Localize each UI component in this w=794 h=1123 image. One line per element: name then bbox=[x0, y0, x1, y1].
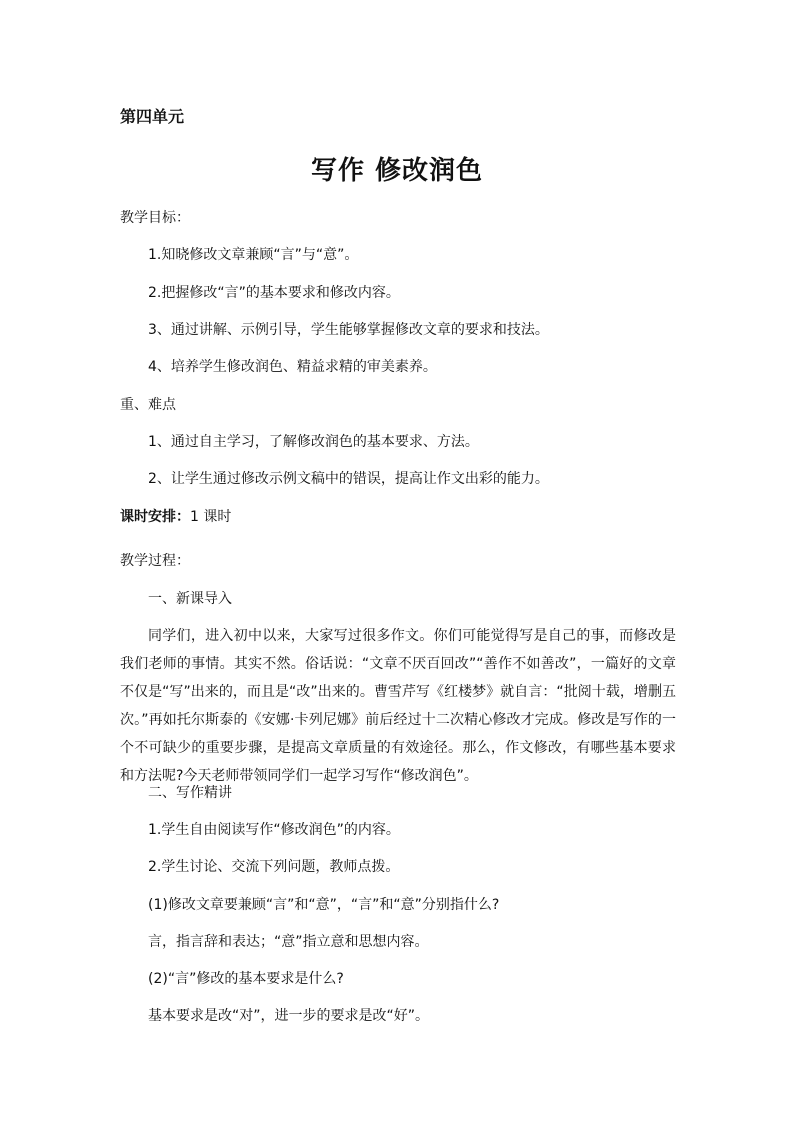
section2-item: (1)修改文章要兼顾“言”和“意”，“言”和“意”分别指什么? bbox=[148, 897, 500, 913]
objective-item: 1.知晓修改文章兼顾“言”与“意”。 bbox=[148, 247, 359, 263]
objectives-heading: 教学目标： bbox=[120, 210, 190, 226]
section2-heading: 二、写作精讲 bbox=[148, 785, 232, 801]
section2-item: 基本要求是改“对”，进一步的要求是改“好”。 bbox=[148, 1008, 430, 1024]
process-heading: 教学过程： bbox=[120, 553, 190, 569]
schedule-label: 课时安排： bbox=[120, 509, 190, 525]
section2-item: (2)“言”修改的基本要求是什么? bbox=[148, 971, 344, 987]
key-point-item: 2、让学生通过修改示例文稿中的错误，提高让作文出彩的能力。 bbox=[148, 471, 549, 487]
objective-item: 3、通过讲解、示例引导，学生能够掌握修改文章的要求和技法。 bbox=[148, 322, 549, 338]
section1-heading: 一、新课导入 bbox=[148, 591, 232, 607]
objective-item: 4、培养学生修改润色、精益求精的审美素养。 bbox=[148, 359, 437, 375]
schedule-value: 1 课时 bbox=[190, 509, 232, 525]
section2-item: 言，指言辞和表达；“意”指立意和思想内容。 bbox=[148, 934, 429, 950]
page-title: 写作 修改润色 bbox=[310, 156, 484, 186]
key-points-heading: 重、难点 bbox=[120, 397, 176, 413]
schedule-line bbox=[120, 508, 231, 526]
unit-label: 第四单元 bbox=[120, 107, 185, 126]
key-point-item: 1、通过自主学习，了解修改润色的基本要求、方法。 bbox=[148, 434, 479, 450]
objective-item: 2.把握修改“言”的基本要求和修改内容。 bbox=[148, 285, 400, 301]
section2-item: 2.学生讨论、交流下列问题，教师点拨。 bbox=[148, 859, 400, 875]
section1-paragraph: 同学们，进入初中以来，大家写过很多作文。你们可能觉得写是自己的事，而修改是我们老师的事情。其实不然。俗话说：“文章不厌百回改”“善作不如善改”，一篇好的文章不仅是“写”出来的，而且是“改”出来的。曹雪芹写《红楼梦》就自言：“批阅十载，增删五次。”再如托尔斯泰的《安娜·卡列尼娜》前后经过十二次精心修改才完成。修改是写作的一个不可缺少的重要步骤，是提高文章质量的有效途径。那么，作文修改，有哪些基本要求和方法呢?今天老师带领同学们一起学习写作“修改润色”。 bbox=[120, 628, 676, 784]
section2-item: 1.学生自由阅读写作“修改润色”的内容。 bbox=[148, 822, 400, 838]
